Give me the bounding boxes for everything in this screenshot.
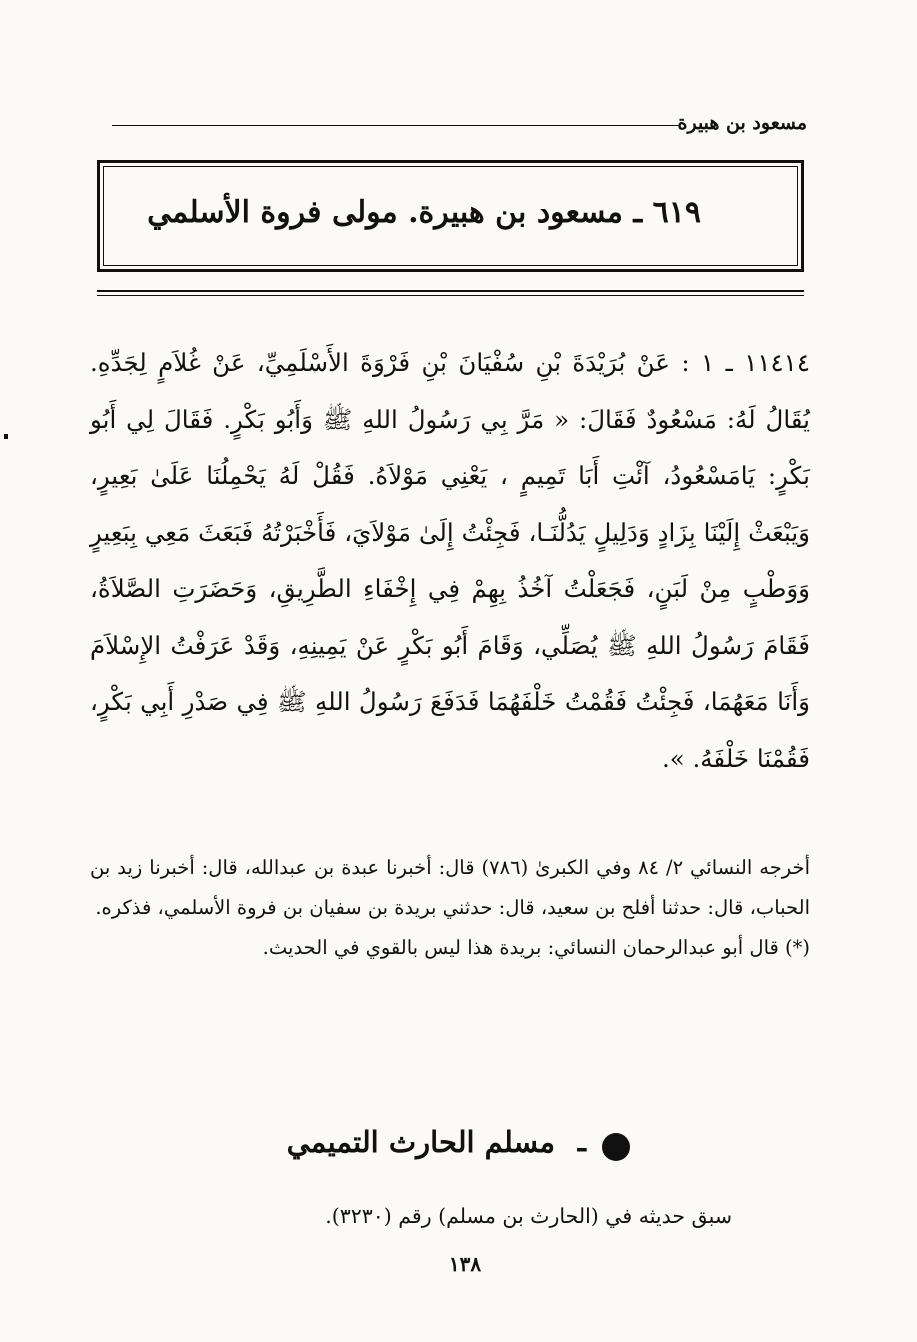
page-number: ١٣٨	[448, 1252, 482, 1276]
running-header	[112, 112, 807, 142]
running-header-title: مسعود بن هبيرة	[677, 112, 807, 134]
title-separator-thick	[97, 290, 804, 292]
footnotes	[90, 848, 810, 968]
cross-reference: سبق حديثه في (الحارث بن مسلم) رقم (٣٢٣٠).	[325, 1204, 732, 1228]
hadith-paragraph: ١١٤١٤ ـ ١ : عَنْ بُرَيْدَةَ بْنِ سُفْيَانَ بْنِ فَرْوَةَ الأَسْلَمِيِّ، عَنْ غُلاَمٍ لِجَدِّهِ. يُقَالُ لَهُ: مَسْعُودٌ فَقَالَ: « مَرَّ بِي رَسُولُ اللهِ ﷺ وَأَبُو بَكْرٍ. فَقَالَ لِي أَبُو بَكْرٍ: يَامَسْعُودُ، آئْتِ أَبَا تَمِيمٍ ، يَعْنِي مَوْلاَهُ. فَقُلْ لَهُ يَحْمِلُنَا عَلَىٰ بَعِيرٍ، وَيَبْعَثْ إِلَيْنَا بِزَادٍ وَدَلِيلٍ يَدُلُّنَـا، فَجِئْتُ إِلَىٰ مَوْلاَيَ، فَأَخْبَرْتُهُ فَبَعَثَ مَعِي بِبَعِيرٍ وَوَطْبٍ مِنْ لَبَنٍ، فَجَعَلْتُ آخُذُ بِهِمْ فِي إِخْفَاءِ الطَّرِيقِ، وَحَضَرَتِ الصَّلاَةُ، فَقَامَ رَسُولُ اللهِ ﷺ يُصَلِّي، وَقَامَ أَبُو بَكْرٍ عَنْ يَمِينِهِ، وَقَدْ عَرَفْتُ الإِسْلاَمَ وَأَنَا مَعَهُمَا، فَجِئْتُ فَقُمْتُ خَلْفَهُمَا فَدَفَعَ رَسُولُ اللهِ ﷺ فِي صَدْرِ أَبِي بَكْرٍ، فَقُمْنَا خَلْفَهُ. ».	[90, 348, 810, 773]
title-separator-thin	[97, 295, 804, 296]
takhrij-note: أخرجه النسائي ٢/ ٨٤ وفي الكبرىٰ (٧٨٦) قال: أخبرنا عبدة بن عبدالله، قال: أخبرنا زيد بن الحباب، قال: حدثنا أفلح بن سعيد، قال: حدثني بريدة بن سفيان بن فروة الأسلمي، فذكره.	[90, 856, 810, 919]
section-heading	[250, 1125, 630, 1175]
margin-mark	[4, 434, 8, 439]
entry-title-box	[97, 160, 804, 272]
nasai-comment: (*) قال أبو عبدالرحمان النسائي: بريدة هذا ليس بالقوي في الحديث.	[262, 936, 810, 959]
section-title: مسلم الحارث التميمي	[286, 1125, 555, 1159]
bullet-icon	[602, 1133, 630, 1161]
hadith-text	[90, 335, 810, 787]
entry-heading: ٦١٩ ـ مسعود بن هبيرة. مولى فروة الأسلمي	[147, 195, 701, 230]
section-dash: ـ	[577, 1125, 586, 1158]
header-rule	[112, 125, 679, 126]
